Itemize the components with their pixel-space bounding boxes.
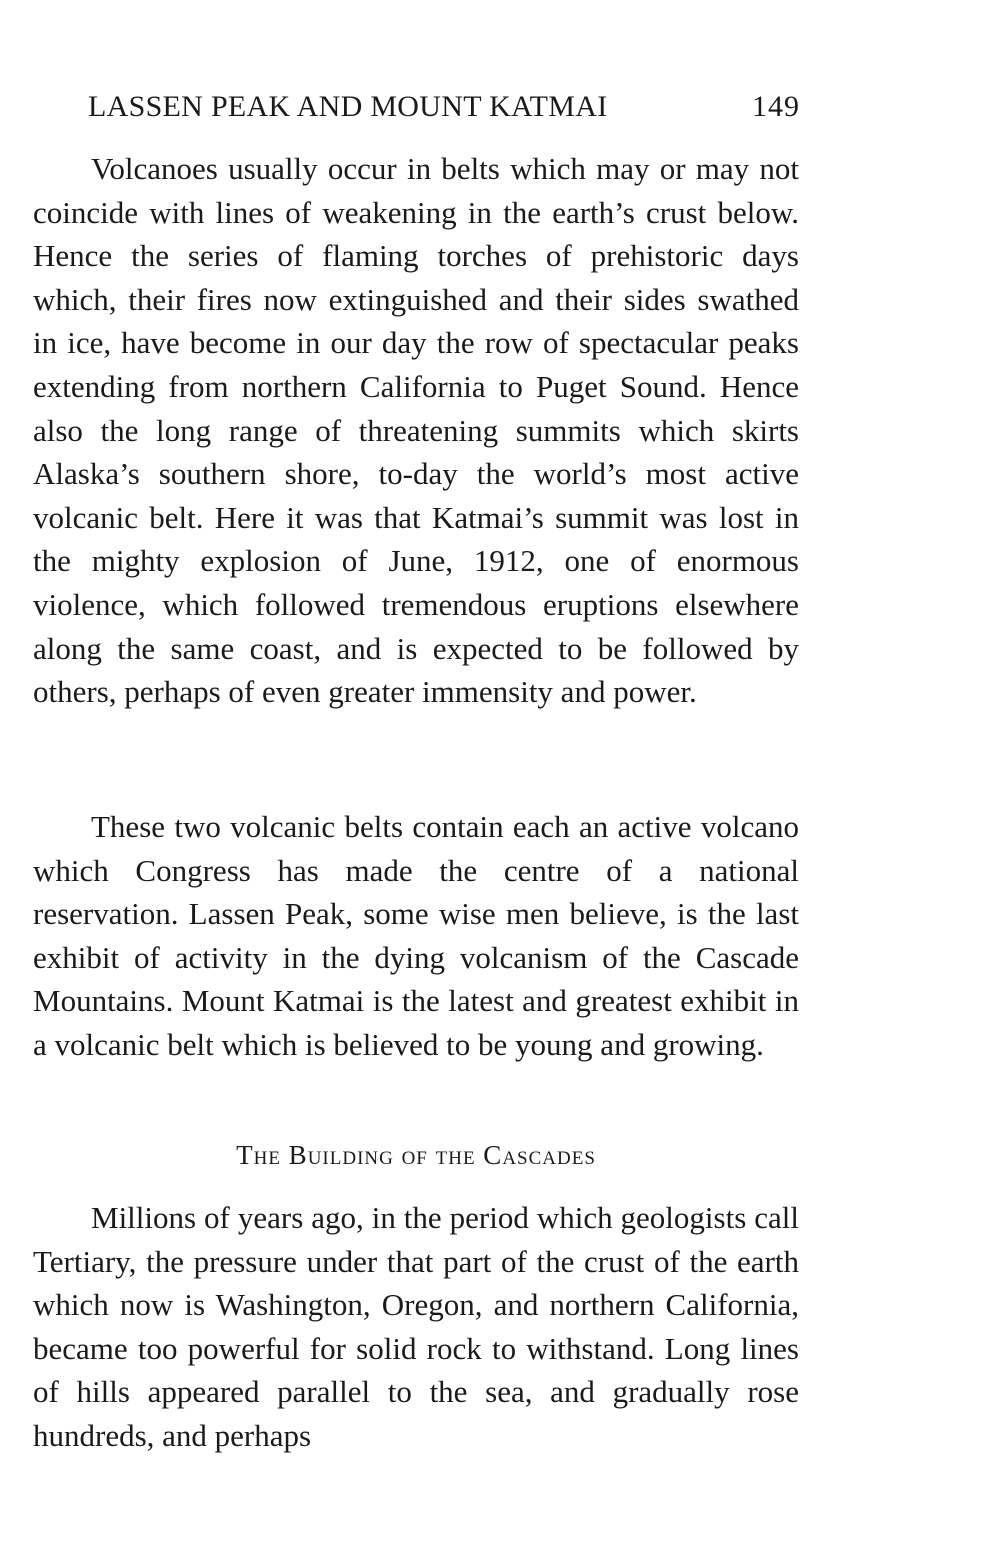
paragraph-text: These two volcanic belts contain each an active volcano which Congress has made the centre of a national reservation. Lassen Peak, some wise men believe, is the last exhibit of activity in the dying volcanism of the Cascade Mountains. Mount Katmai is the latest and greatest exhibit in a volcanic belt which is believed to be young and growing.	[33, 809, 799, 1062]
paragraph-national-reservations	[33, 805, 799, 1067]
running-head	[88, 88, 800, 132]
running-head-title: LASSEN PEAK AND MOUNT KATMAI	[88, 90, 608, 123]
page-number: 149	[752, 90, 800, 123]
paragraph-text: Volcanoes usually occur in belts which may or may not coincide with lines of weakening in the earth’s crust below. Hence the series of flaming torches of prehistoric days which, their fires now extinguished and their sides swathed in ice, have become in our day the row of spectacular peaks extending from northern California to Puget Sound. Hence also the long range of threatening summits which skirts Alaska’s southern shore, to-day the world’s most active volcanic belt. Here it was that Katmai’s summit was lost in the mighty explosion of June, 1912, one of enormous violence, which followed tremendous eruptions elsewhere along the same coast, and is expected to be followed by others, perhaps of even greater immensity and power.	[33, 151, 799, 710]
paragraph-tertiary-period	[33, 1196, 799, 1458]
paragraph-text: Millions of years ago, in the period which geologists call Tertiary, the pressure under that part of the crust of the earth which now is Washington, Oregon, and northern California, became too powerful for solid rock to withstand. Long lines of hills appeared parallel to the sea, and gradually rose hundreds, and perhaps	[33, 1200, 799, 1453]
paragraph-volcanic-belts	[33, 147, 799, 714]
section-heading: The Building of the Cascades	[236, 1140, 596, 1170]
